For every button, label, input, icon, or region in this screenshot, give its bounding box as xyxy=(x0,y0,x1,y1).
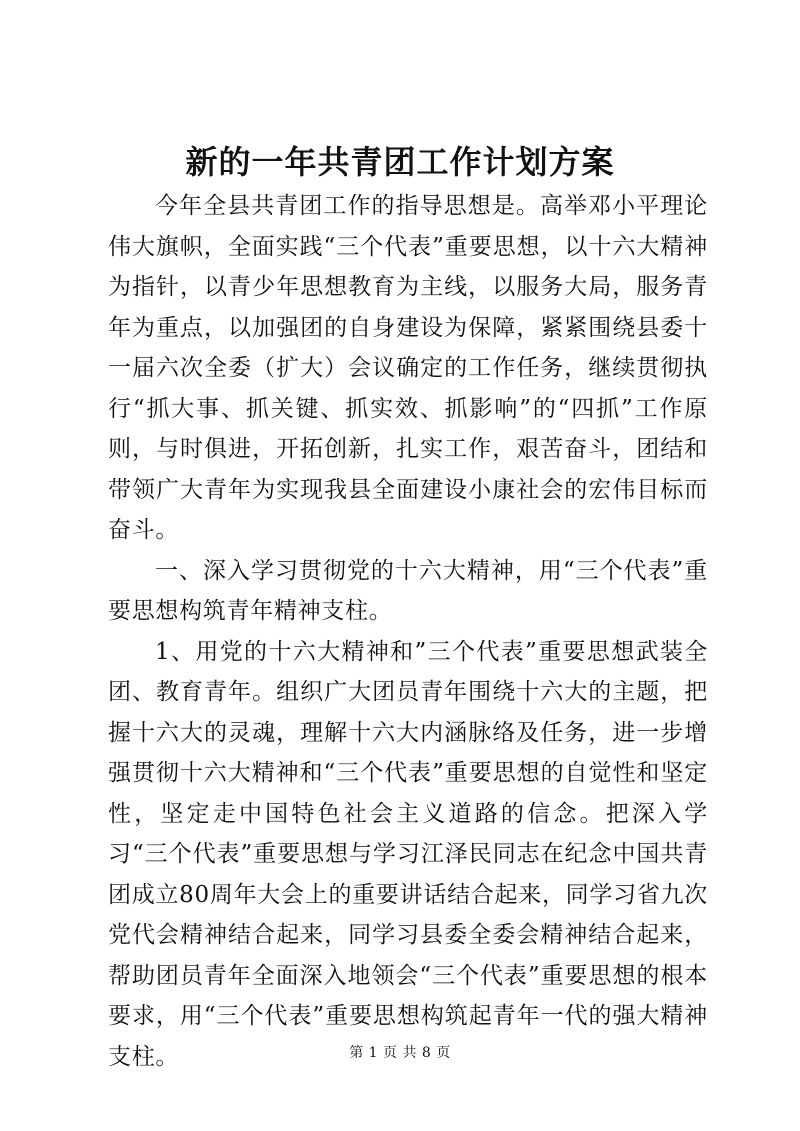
paragraph-section-one-heading: 一、深入学习贯彻党的十六大精神，用“三个代表”重要思想构筑青年精神支柱。 xyxy=(108,557,708,624)
page-footer: 第 1 页 共 8 页 xyxy=(349,1045,451,1061)
paragraph-guiding-ideology: 今年全县共青团工作的指导思想是。高举邓小平理论伟大旗帜，全面实践“三个代表”重要思想，以十六大精神为指针，以青少年思想教育为主线，以服务大局，服务青年为重点，以加强团的自身建设为保障，紧紧围绕县委十一届六次全委（扩大）会议确定的工作任务，继续贯彻执行“抓大事、抓关键、抓实效、抓影响”的“四抓”工作原则，与时俱进，开拓创新，扎实工作，艰苦奋斗，团结和带领广大青年为实现我县全面建设小康社会的宏伟目标而奋斗。 xyxy=(108,193,708,543)
document-title: 新的一年共青团工作计划方案 xyxy=(185,143,615,181)
paragraph-item-one: 1、用党的十六大精神和”三个代表”重要思想武装全团、教育青年。组织广大团员青年围绕十六大的主题，把握十六大的灵魂，理解十六大内涵脉络及任务，进一步增强贯彻十六大精神和“三个代表”重要思想的自觉性和坚定性，坚定走中国特色社会主义道路的信念。把深入学习“三个代表”重要思想与学习江泽民同志在纪念中国共青团成立80周年大会上的重要讲话结合起来，同学习省九次党代会精神结合起来，同学习县委全委会精神结合起来，帮助团员青年全面深入地领会“三个代表”重要思想的根本要求，用“三个代表”重要思想构筑起青年一代的强大精神支柱。 xyxy=(108,638,708,1070)
document-body xyxy=(108,186,708,1077)
